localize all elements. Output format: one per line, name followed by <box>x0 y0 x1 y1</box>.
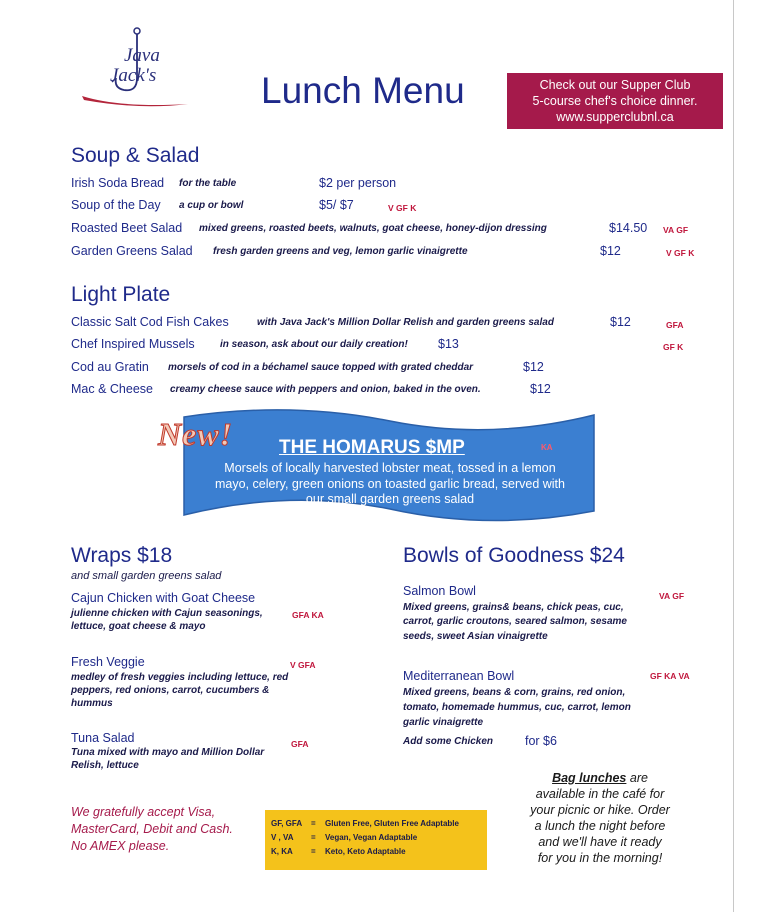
menu-item-price: $12 <box>610 315 631 329</box>
logo-line-1: Java <box>124 45 160 66</box>
bowls-heading: Bowls of Goodness $24 <box>403 544 625 567</box>
diet-legend <box>265 810 487 870</box>
promo-line-2: 5-course chef's choice dinner. <box>532 94 698 108</box>
menu-item-price: $14.50 <box>609 221 648 235</box>
bag-line: your picnic or hike. Order <box>530 803 670 817</box>
add-chicken-price: for $6 <box>525 734 557 748</box>
menu-item-name: Irish Soda Bread <box>71 176 165 190</box>
menu-item-desc: a cup or bowl <box>179 200 244 211</box>
menu-item-price: $5/ $7 <box>319 198 354 212</box>
light-plate-heading: Light Plate <box>71 283 171 306</box>
payment-line: No AMEX please. <box>71 839 170 853</box>
menu-item-price: $12 <box>530 382 551 396</box>
menu-item-desc: lettuce, goat cheese & mayo <box>71 621 206 632</box>
diet-tags: GF KA VA <box>650 671 690 681</box>
legend-key: V , VA <box>271 832 294 842</box>
page-title: Lunch Menu <box>261 70 465 111</box>
legend-row <box>271 830 487 844</box>
legend-key: K, KA <box>271 846 293 856</box>
java-jacks-logo <box>80 26 200 114</box>
menu-item-desc: mixed greens, roasted beets, walnuts, goat cheese, honey-dijon dressing <box>199 223 547 234</box>
menu-item-name: Salmon Bowl <box>403 584 476 598</box>
diet-tags: GFA KA <box>292 610 324 620</box>
menu-item-price: $12 <box>600 244 621 258</box>
menu-item-price: $12 <box>523 360 544 374</box>
menu-item-desc: Relish, lettuce <box>71 760 139 771</box>
legend-value: Gluten Free, Gluten Free Adaptable <box>325 818 459 828</box>
menu-item-name: Classic Salt Cod Fish Cakes <box>71 315 229 329</box>
menu-item-desc: Tuna mixed with mayo and Million Dollar <box>71 747 265 758</box>
supper-club-promo[interactable] <box>507 73 723 129</box>
special-desc-line: Morsels of locally harvested lobster meat, tossed in a lemon <box>224 461 556 475</box>
diet-tags: V GFA <box>290 660 316 670</box>
legend-equals: = <box>311 818 316 828</box>
wraps-heading: Wraps $18 <box>71 544 173 567</box>
bag-line: and we'll have it ready <box>538 835 662 849</box>
menu-item-desc: Mixed greens, beans & corn, grains, red onion, <box>403 687 626 698</box>
menu-item-name: Cajun Chicken with Goat Cheese <box>71 591 256 605</box>
bag-lunches-link: Bag lunches <box>552 771 627 785</box>
menu-item-desc: carrot, garlic croutons, seared salmon, sesame <box>403 616 627 627</box>
logo-line-2: Jack's <box>110 65 157 86</box>
legend-row <box>271 816 487 830</box>
menu-item-desc: peppers, red onions, carrot, cucumbers & <box>71 685 270 696</box>
menu-item-desc: for the table <box>179 178 237 189</box>
add-chicken-label: Add some Chicken <box>403 736 494 747</box>
payment-line: MasterCard, Debit and Cash. <box>71 822 233 836</box>
legend-equals: = <box>311 846 316 856</box>
legend-key: GF, GFA <box>271 818 303 828</box>
menu-item-name: Garden Greens Salad <box>71 244 193 258</box>
menu-item-name: Cod au Gratin <box>71 360 149 374</box>
menu-item-desc: medley of fresh veggies including lettuce, red <box>71 672 289 683</box>
bag-line <box>510 770 690 786</box>
diet-tags: GF K <box>663 342 684 352</box>
menu-item-name: Roasted Beet Salad <box>71 221 183 235</box>
special-description <box>190 461 590 508</box>
menu-item-name: Fresh Veggie <box>71 655 145 669</box>
legend-row <box>271 844 487 858</box>
bag-line: for you in the morning! <box>537 851 663 865</box>
menu-item-desc: julienne chicken with Cajun seasonings, <box>71 608 263 619</box>
special-desc-line: our small garden greens salad <box>305 492 475 506</box>
menu-item-desc: with Java Jack's Million Dollar Relish and garden greens salad <box>257 317 554 328</box>
menu-item-price: $2 per person <box>319 176 397 190</box>
payment-line: We gratefully accept Visa, <box>71 805 216 819</box>
diet-tags: V GF K <box>388 203 417 213</box>
menu-item-name: Chef Inspired Mussels <box>71 337 195 351</box>
special-desc-line: mayo, celery, green onions on toasted garlic bread, served with <box>215 476 565 491</box>
diet-tags: GFA <box>291 739 309 749</box>
menu-item-desc: creamy cheese sauce with peppers and onion, baked in the oven. <box>170 384 481 395</box>
legend-equals: = <box>311 832 316 842</box>
bag-line: a lunch the night before <box>534 819 666 833</box>
diet-tags: V GF K <box>666 248 695 258</box>
menu-item-name: Tuna Salad <box>71 731 135 745</box>
soup-salad-heading: Soup & Salad <box>71 144 200 167</box>
diet-tags: VA GF <box>663 225 689 235</box>
special-title: THE HOMARUS $MP <box>279 437 465 458</box>
bag-line-rest: are <box>626 771 648 785</box>
menu-item-desc: tomato, homemade hummus, cuc, carrot, lemon <box>403 702 631 713</box>
legend-value: Vegan, Vegan Adaptable <box>325 832 418 842</box>
legend-value: Keto, Keto Adaptable <box>325 846 406 856</box>
new-badge: New! <box>158 416 234 452</box>
menu-item-name: Mac & Cheese <box>71 382 153 396</box>
promo-line-1: Check out our Supper Club <box>539 78 691 92</box>
menu-item-desc: morsels of cod in a béchamel sauce topped with grated cheddar <box>168 362 474 373</box>
menu-item-price: $13 <box>438 337 459 351</box>
bag-line: available in the café for <box>535 787 665 801</box>
special-diet-tag: KA <box>541 443 553 452</box>
menu-item-name: Soup of the Day <box>71 198 161 212</box>
menu-item-desc: fresh garden greens and veg, lemon garlic vinaigrette <box>213 246 468 257</box>
diet-tags: GFA <box>666 320 684 330</box>
page-edge-rule <box>733 0 734 912</box>
menu-item-desc: in season, ask about our daily creation! <box>220 339 408 350</box>
wraps-subtitle: and small garden greens salad <box>71 570 222 582</box>
menu-item-desc: hummus <box>71 698 113 709</box>
promo-link[interactable]: www.supperclubnl.ca <box>556 110 674 124</box>
menu-item-name: Mediterranean Bowl <box>403 669 515 683</box>
menu-item-desc: garlic vinaigrette <box>403 717 484 728</box>
menu-item-desc: seeds, sweet Asian vinaigrette <box>403 631 548 642</box>
diet-tags: VA GF <box>659 591 685 601</box>
menu-item-desc: Mixed greens, grains& beans, chick peas, cuc, <box>403 602 624 613</box>
bag-lunch-note <box>510 770 690 866</box>
